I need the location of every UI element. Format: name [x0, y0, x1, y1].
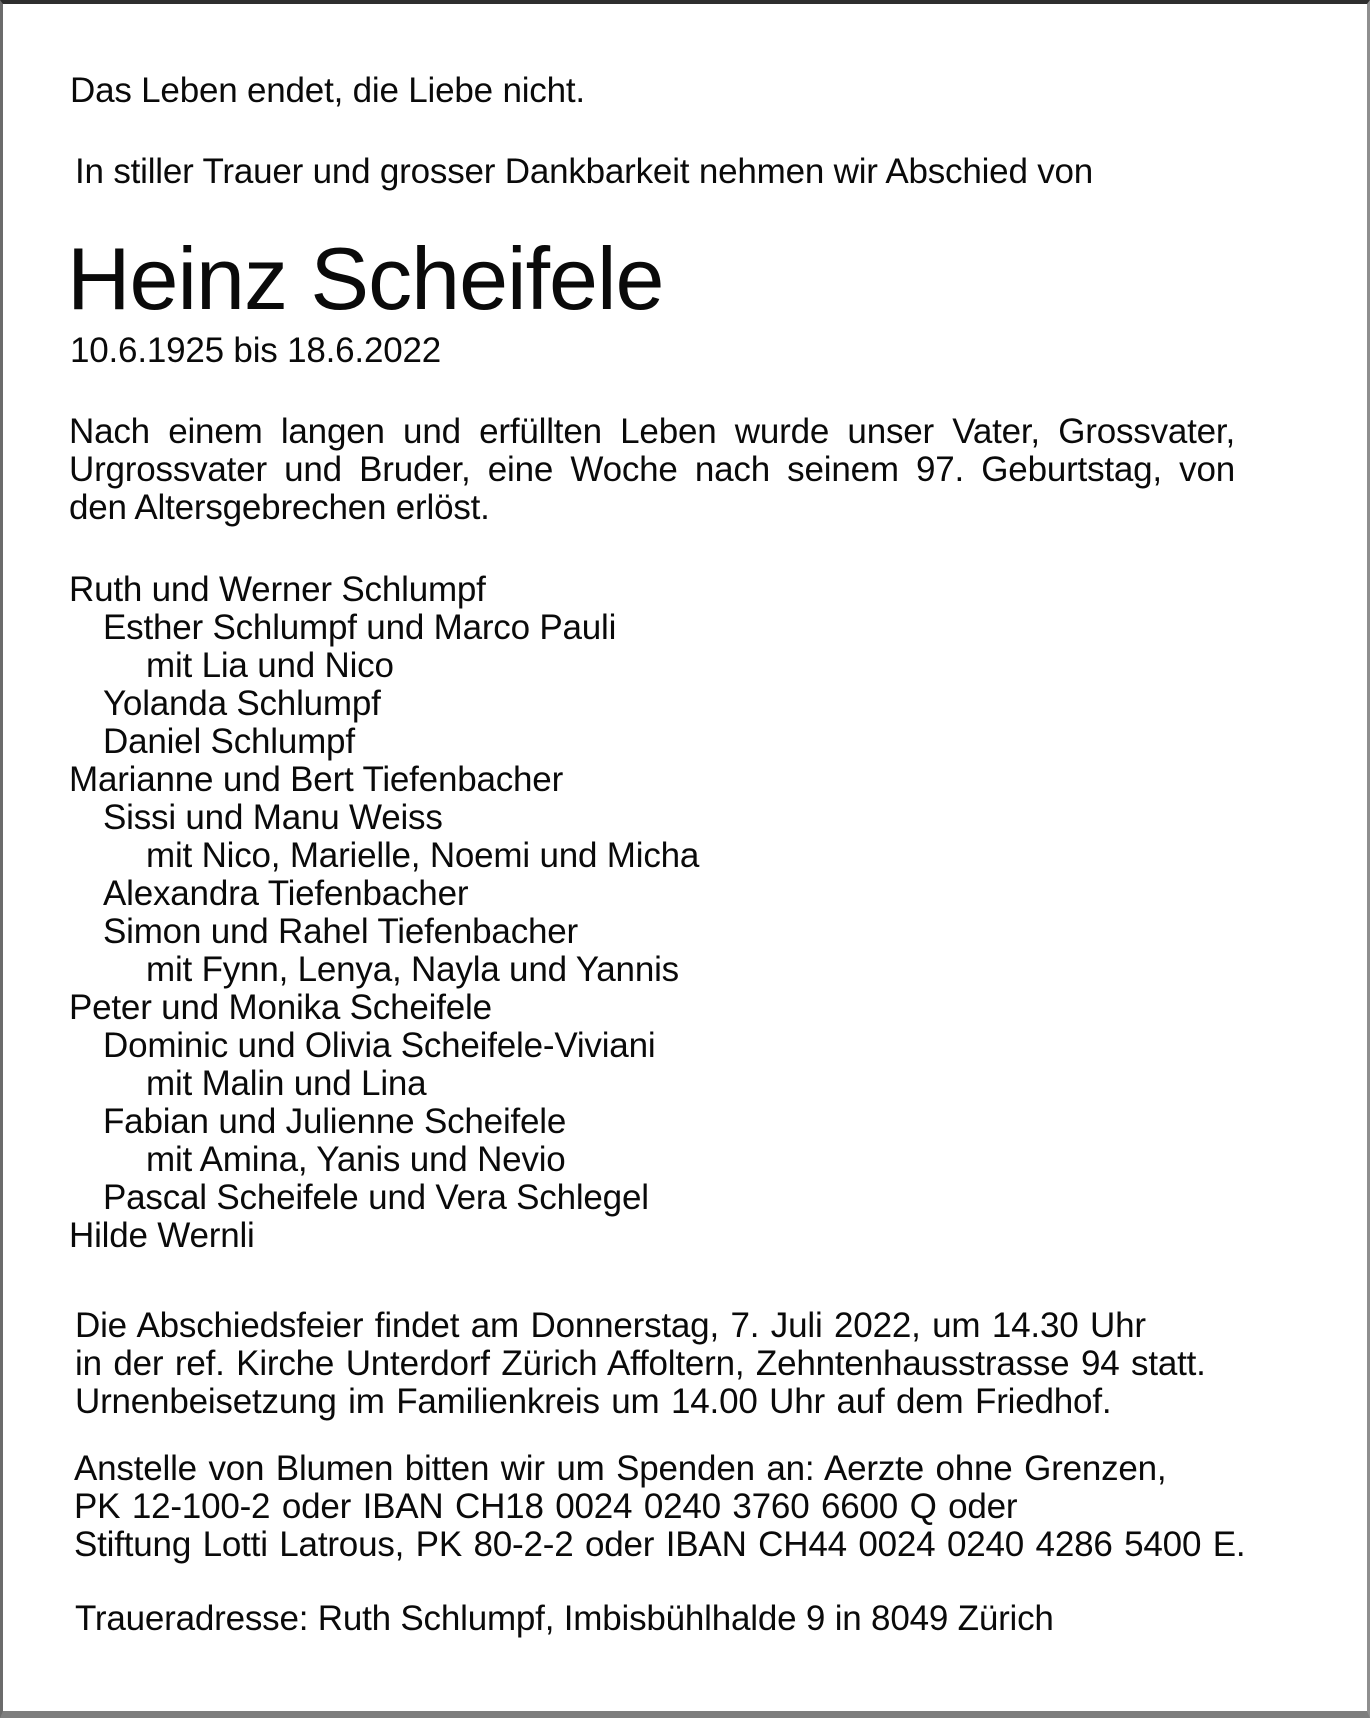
mourner-line: Daniel Schlumpf [103, 722, 355, 761]
mourner-line: Fabian und Julienne Scheifele [103, 1102, 567, 1141]
mourning-address: Traueradresse: Ruth Schlumpf, Imbisbühlhalde 9 in 8049 Zürich [75, 1599, 1054, 1638]
mourner-line: mit Malin und Lina [146, 1064, 427, 1103]
donation-line: PK 12-100-2 oder IBAN CH18 0024 0240 3760 6600 Q oder [74, 1487, 1018, 1526]
mourner-line: Esther Schlumpf und Marco Pauli [103, 608, 617, 647]
mourner-line: mit Nico, Marielle, Noemi und Micha [146, 836, 700, 875]
mourner-line: Peter und Monika Scheifele [69, 988, 492, 1027]
donation-request [74, 1450, 1245, 1564]
obituary-line: den Altersgebrechen erlöst. [69, 488, 490, 527]
obituary-paragraph [69, 413, 1235, 527]
mourner-line: Simon und Rahel Tiefenbacher [103, 912, 578, 951]
mourner-line: Hilde Wernli [69, 1216, 255, 1255]
mourner-line: Dominic und Olivia Scheifele-Viviani [103, 1026, 656, 1065]
mourners-list [69, 571, 699, 1255]
ceremony-line: Die Abschiedsfeier findet am Donnerstag, 7. Juli 2022, um 14.30 Uhr [75, 1306, 1146, 1345]
opening-quote: Das Leben endet, die Liebe nicht. [70, 71, 585, 110]
mourner-line: Sissi und Manu Weiss [103, 798, 443, 837]
donation-line: Anstelle von Blumen bitten wir um Spenden an: Aerzte ohne Grenzen, [74, 1449, 1167, 1488]
condolence-intro: In stiller Trauer und grosser Dankbarkeit nehmen wir Abschied von [75, 152, 1094, 191]
life-dates: 10.6.1925 bis 18.6.2022 [70, 331, 442, 370]
mourner-line: Yolanda Schlumpf [103, 684, 381, 723]
mourner-line: mit Amina, Yanis und Nevio [146, 1140, 566, 1179]
obituary-line: Nach einem langen und erfüllten Leben wurde unser Vater, Grossvater, [69, 412, 1235, 451]
ceremony-line: in der ref. Kirche Unterdorf Zürich Affoltern, Zehntenhausstrasse 94 statt. [75, 1344, 1206, 1383]
mourner-line: mit Lia und Nico [146, 646, 394, 685]
mourner-line: mit Fynn, Lenya, Nayla und Yannis [146, 950, 679, 989]
mourner-line: Alexandra Tiefenbacher [103, 874, 469, 913]
donation-line: Stiftung Lotti Latrous, PK 80-2-2 oder IBAN CH44 0024 0240 4286 5400 E. [74, 1525, 1246, 1564]
ceremony-line: Urnenbeisetzung im Familienkreis um 14.00 Uhr auf dem Friedhof. [75, 1382, 1112, 1421]
mourner-line: Pascal Scheifele und Vera Schlegel [103, 1178, 649, 1217]
obituary-line: Urgrossvater und Bruder, eine Woche nach seinem 97. Geburtstag, von [69, 450, 1235, 489]
mourner-line: Ruth und Werner Schlumpf [69, 570, 486, 609]
ceremony-details [75, 1307, 1206, 1421]
mourner-line: Marianne und Bert Tiefenbacher [69, 760, 564, 799]
deceased-name: Heinz Scheifele [67, 229, 664, 328]
